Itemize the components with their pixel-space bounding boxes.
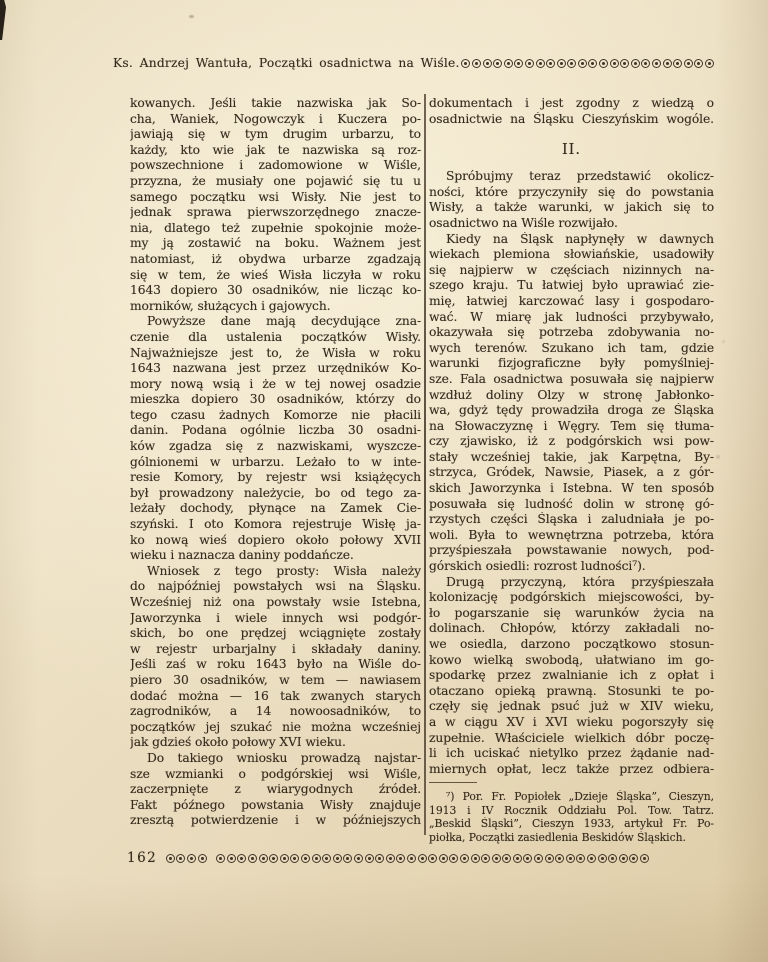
text-line: wać. W miarę jak ludności przybywało,: [429, 309, 714, 324]
text-line: Spróbujmy teraz przedstawić okolicz-: [446, 169, 714, 184]
ring-ornament: [483, 59, 492, 68]
text-line: Jaworzynka i wiele innych wsi podgór-: [130, 610, 421, 625]
ring-ornament: [237, 854, 246, 863]
text-line: natomiast, iż obydwa urbarze zgadzają: [130, 251, 421, 266]
running-header-title: Ks. Andrzej Wantuła, Początki osadnictwa na Wiśle.: [113, 56, 460, 70]
scan-artifact-corner: [0, 0, 6, 40]
text-line: Powyższe dane mają decydujące zna-: [147, 314, 421, 329]
text-line: wieku i naznacza daniny poddańcze.: [130, 548, 354, 563]
footnote-line: 1913 i IV Rocznik Oddziału Pol. Tow. Tatrz.: [429, 803, 714, 817]
text-line: stały wcześniej takie, jak Karpętna, By-: [429, 449, 714, 464]
ring-ornament: [567, 59, 576, 68]
ring-ornament: [386, 854, 395, 863]
ring-ornament: [312, 854, 321, 863]
ring-ornament: [502, 854, 511, 863]
text-line: kolonizację podgórskich miejscowości, by-: [429, 590, 714, 605]
text-line: tego czasu żadnych Komorze nie płacili: [130, 407, 421, 422]
text-line: Wisły, a także warunki, w jakich się to: [429, 200, 714, 215]
ring-ornament: [461, 59, 470, 68]
ring-ornament: [652, 59, 661, 68]
text-line: kowanych. Jeśli takie nazwiska jak So-: [130, 96, 421, 110]
text-line: danin. Podana ogólnie liczba 30 osadni-: [130, 423, 421, 438]
text-line: ko nową wieś dopiero około połowy XVII: [130, 532, 421, 547]
ring-ornament: [534, 854, 543, 863]
ring-ornament: [566, 854, 575, 863]
ring-ornament: [439, 854, 448, 863]
ring-ornament: [619, 854, 628, 863]
ring-ornament: [663, 59, 672, 68]
ring-ornament: [598, 854, 607, 863]
text-line: się najpierw w częściach nizinnych na-: [429, 262, 714, 277]
section-heading: II.: [561, 142, 582, 159]
ring-ornament: [354, 854, 363, 863]
text-line: wiekach plemiona słowiańskie, usadowiły: [429, 247, 714, 262]
ring-ornament: [673, 59, 682, 68]
text-line: mieszka dopiero 30 osadników, którzy do: [130, 392, 421, 407]
running-header: [113, 55, 714, 71]
ring-ornament: [620, 59, 629, 68]
ring-ornament: [640, 854, 649, 863]
ring-ornament: [555, 854, 564, 863]
ring-ornament: [513, 854, 522, 863]
ring-ornament: [418, 854, 427, 863]
ring-ornament: [216, 854, 225, 863]
ring-ornament: [493, 59, 502, 68]
ring-ornament: [472, 59, 481, 68]
text-line: do najpóźniej powstałych wsi na Śląsku.: [130, 579, 421, 594]
text-line: zagrodników, a 14 nowoosadników, to: [130, 704, 421, 719]
text-line: posuwała się ludność dolin w stronę gó-: [429, 496, 714, 511]
text-line: leżały dochody, płynące na Zamek Cie-: [130, 501, 421, 516]
text-line: dokumentach i jest zgodny z wiedzą o: [429, 96, 714, 110]
text-line: woli. Była to wewnętrzna potrzeba, która: [429, 527, 714, 542]
text-line: miernych opłat, lecz także przez odbiera-: [429, 761, 714, 776]
text-line: mory nową wsią i że w tej nowej osadzie: [130, 376, 421, 391]
text-line: Jeśli zaś w roku 1643 było na Wiśle do-: [130, 657, 421, 672]
left-text-column: [130, 96, 421, 829]
text-line: wych terenów. Szukano ich tam, gdzie: [429, 340, 714, 355]
header-ornament-chain: [460, 59, 714, 68]
text-line: zupełnie. Właściciele wielkich dóbr poczę-: [429, 730, 714, 745]
text-line: Wcześniej niż ona powstały wsie Istebna,: [130, 595, 421, 609]
text-line: wzdłuż doliny Olzy w stronę Jabłonko-: [429, 387, 714, 402]
ring-ornament: [269, 854, 278, 863]
text-line: skich Jaworzynka i Istebna. W ten sposób: [429, 481, 714, 496]
text-line: strzyca, Gródek, Nawsie, Piasek, a z gór-: [429, 465, 714, 480]
text-line: szego kraju. Tu łatwiej było uprawiać zie-: [429, 278, 714, 293]
text-line: li ich uciskać nietylko przez żądanie nad-: [429, 746, 714, 761]
text-line: osadnictwo na Wiśle rozwijało.: [429, 215, 618, 230]
text-line: Wniosek z tego prosty: Wisła należy: [147, 563, 421, 578]
right-text-column: [429, 96, 714, 844]
text-line: Kiedy na Śląsk napłynęły w dawnych: [446, 231, 714, 246]
text-line: się w tem, że wieś Wisła liczyła w roku: [130, 267, 421, 282]
ring-ornament: [536, 59, 545, 68]
text-line: rzystych części Śląska i zaludniała je po-: [429, 512, 714, 527]
ring-ornament: [365, 854, 374, 863]
text-line: ło pogarszanie się warunków życia na: [429, 605, 714, 620]
ring-ornament: [684, 59, 693, 68]
ring-ornament: [576, 854, 585, 863]
ring-ornament: [587, 854, 596, 863]
text-line: zaczerpnięte z wiarygodnych źródeł.: [130, 782, 421, 797]
text-line: skich, bo one prędzej wciągnięte zostały: [130, 626, 421, 641]
text-line: osadnictwie na Śląsku Cieszyńskim wogóle.: [429, 111, 714, 126]
ring-ornament: [525, 59, 534, 68]
ring-ornament: [705, 59, 714, 68]
text-line: we osiedla, darzono początkowo stosun-: [429, 637, 714, 651]
text-line: w rejestr urbarjalny i składały daniny.: [130, 641, 421, 656]
ring-ornament: [641, 59, 650, 68]
ring-ornament: [290, 854, 299, 863]
ring-ornament: [599, 59, 608, 68]
ring-ornament: [631, 59, 640, 68]
text-line: powszechnione i zadomowione w Wiśle,: [130, 158, 421, 173]
ring-ornament: [176, 854, 185, 863]
ring-ornament: [428, 854, 437, 863]
ring-ornament: [578, 59, 587, 68]
text-line: jednak sprawa pierwszorzędnego znacze-: [130, 205, 421, 220]
ring-ornament: [610, 59, 619, 68]
text-line: na Słowaczyznę i Węgry. Tem się tłuma-: [429, 418, 714, 433]
text-line: sze wzmianki o podgórskiej wsi Wiśle,: [130, 766, 421, 781]
ring-ornament: [471, 854, 480, 863]
page-footer: [127, 850, 714, 866]
ring-ornament: [504, 59, 513, 68]
ring-ornament: [449, 854, 458, 863]
text-line: przyśpieszała powstawanie nowych, pod-: [429, 543, 714, 558]
text-line: nia, dlatego też zupełnie spokojnie może-: [130, 220, 421, 235]
text-line: szyński. I oto Komora rejestruje Wisłę ja-: [130, 517, 421, 532]
text-line: wa, gdyż tędy prowadziła droga ze Śląska: [429, 403, 714, 418]
text-line: częły się jednak psuć już w XIV wieku,: [429, 699, 714, 714]
text-line: kowo wielką swobodą, ułatwiano im go-: [429, 652, 714, 667]
text-line: czy zjawisko, iż z podgórskich wsi pow-: [429, 434, 714, 449]
text-line: górskich osiedli: rozrost ludności⁷).: [429, 559, 646, 574]
text-line: a w ciągu XV i XVI wieku pogorszyły się: [429, 714, 714, 729]
ring-ornament: [481, 854, 490, 863]
ring-ornament: [280, 854, 289, 863]
text-line: samego początku wsi Wisły. Nie jest to: [130, 189, 421, 204]
text-line: 1643 nazwana jest przez urzędników Ko-: [130, 361, 421, 376]
text-line: zresztą potwierdzenie i w późniejszych: [130, 813, 421, 828]
ring-ornament: [343, 854, 352, 863]
text-line: Najważniejsze jest to, że Wisła w roku: [130, 345, 421, 360]
ring-ornament: [166, 854, 175, 863]
ring-ornament: [259, 854, 268, 863]
text-line: dodać można — 16 tak zwanych starych: [130, 688, 421, 703]
ring-ornament: [375, 854, 384, 863]
scan-speck: [722, 340, 725, 343]
text-line: okazywała się potrzeba zdobywania no-: [429, 325, 714, 340]
ring-ornament: [557, 59, 566, 68]
footnote-line: piołka, Początki zasiedlenia Beskidów Śląskich.: [429, 830, 686, 844]
footer-ornament-chain: [164, 854, 649, 863]
ring-ornament: [248, 854, 257, 863]
text-line: dolinach. Chłopów, którzy zakładali no-: [429, 621, 714, 636]
ring-ornament: [322, 854, 331, 863]
text-line: był prowadzony należycie, bo od tego za-: [130, 485, 421, 500]
text-line: spodarkę przez zwalnianie ich z opłat i: [429, 668, 714, 683]
ring-ornament: [396, 854, 405, 863]
text-line: otaczano opieką prawną. Stosunki te po-: [429, 683, 714, 698]
ring-ornament: [523, 854, 532, 863]
page-number: 162: [127, 850, 158, 866]
ring-ornament: [198, 854, 207, 863]
ring-ornament: [608, 854, 617, 863]
ring-ornament: [588, 59, 597, 68]
text-line: my ją zostawić na boku. Ważnem jest: [130, 236, 421, 251]
text-line: ków zgadza się z nazwiskami, wyszcze-: [130, 439, 421, 454]
text-line: cha, Waniek, Nogowczyk i Kuczera po-: [130, 111, 421, 126]
scan-speck: [716, 455, 720, 459]
ring-ornament: [301, 854, 310, 863]
ring-ornament: [227, 854, 236, 863]
text-line: gólnionemi w urbarzu. Leżało to w inte-: [130, 454, 421, 469]
ring-ornament: [187, 854, 196, 863]
text-line: Drugą przyczyną, która przyśpieszała: [446, 574, 714, 589]
text-line: 1643 dopiero 30 osadników, nie licząc ko-: [130, 283, 421, 298]
text-line: resie Komory, by rejestr wsi książęcych: [130, 470, 421, 485]
text-line: jak gdzieś około połowy XVI wieku.: [130, 735, 346, 750]
ring-ornament: [694, 59, 703, 68]
text-line: Fakt późnego powstania Wisły znajduje: [130, 797, 421, 812]
scan-speck: [189, 15, 194, 18]
ring-ornament: [546, 59, 555, 68]
text-line: morników, służących i gajowych.: [130, 298, 331, 313]
text-line: ności, które przyczyniły się do powstania: [429, 184, 714, 199]
text-line: piero 30 osadników, w tem — nawiasem: [130, 672, 421, 687]
ring-ornament: [407, 854, 416, 863]
text-line: sze. Fala osadnictwa posuwała się najpierw: [429, 371, 714, 386]
ring-ornament: [333, 854, 342, 863]
ring-ornament: [460, 854, 469, 863]
text-line: przyzna, że musiały one pojawić się tu u: [130, 173, 421, 188]
column-divider-rule: [424, 94, 426, 835]
text-line: Do takiego wniosku prowadzą najstar-: [147, 750, 421, 765]
footnote-separator-rule: [429, 782, 477, 783]
text-line: każdy, kto wie jak te nazwiska są roz-: [130, 142, 421, 157]
footnote-line: „Beskid Śląski”, Cieszyn 1933, artykuł Fr. Po-: [429, 817, 714, 831]
ring-ornament: [629, 854, 638, 863]
ring-ornament: [545, 854, 554, 863]
text-line: jawiają się w tym drugim urbarzu, to: [130, 127, 421, 142]
text-line: warunki fizjograficzne były pomyślniej-: [429, 356, 714, 371]
text-line: początków jej szukać nie można wcześniej: [130, 719, 421, 734]
ring-ornament: [492, 854, 501, 863]
ring-ornament: [514, 59, 523, 68]
footnote-line: ⁷) Por. Fr. Popiołek „Dzieje Śląska”, Cieszyn,: [446, 790, 714, 804]
text-line: czenie dla ustalenia początków Wisły.: [130, 329, 421, 344]
text-line: mię, łatwiej karczować lasy i gospodaro-: [429, 293, 714, 308]
